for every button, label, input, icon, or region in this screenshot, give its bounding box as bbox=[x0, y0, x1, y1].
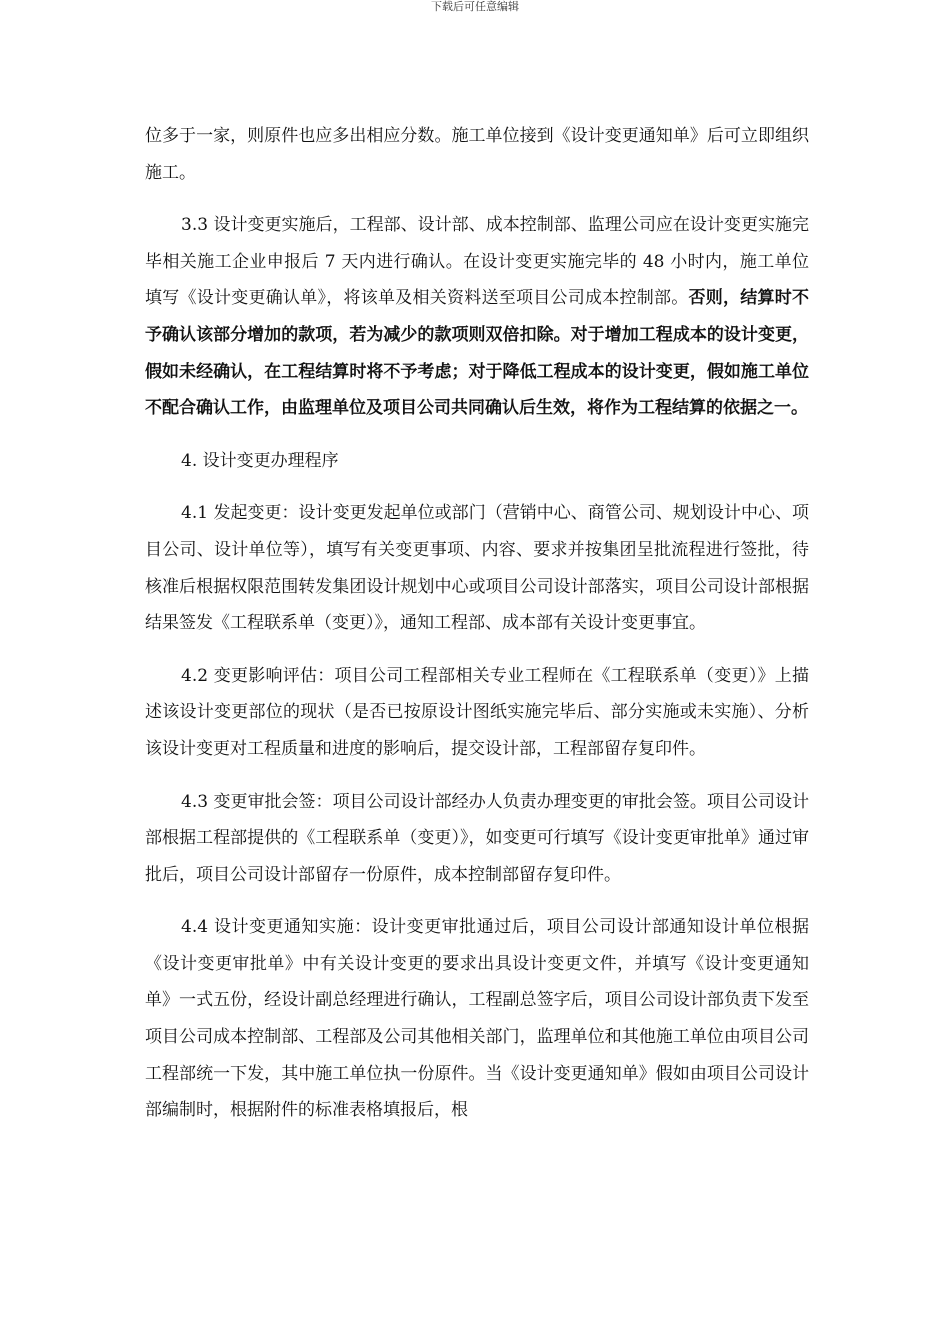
section-heading-4: 4. 设计变更办理程序 bbox=[181, 450, 339, 471]
paragraph-4-1: 4.1 发起变更：设计变更发起单位或部门（营销中心、商管公司、规划设计中心、项目公司、设计单位等），填写有关变更事项、内容、要求并按集团呈批流程进行签批，待核准后根据权限范围转发集团设计规划中心或项目公司设计部落实，项目公司设计部根据结果签发《工程联系单（变更）》，通知工程部、成本部有关设计变更事宜。 bbox=[145, 503, 809, 634]
document-body bbox=[145, 118, 809, 1145]
paragraph-3-3 bbox=[145, 207, 809, 427]
paragraph-3-3-text: 3.3 设计变更实施后，工程部、设计部、成本控制部、监理公司应在设计变更实施完毕相关施工企业申报后 7 天内进行确认。在设计变更实施完毕的 48 小时内，施工单位填写《设计变更确认单》，将该单及相关资料送至项目公司成本控制部。 bbox=[145, 215, 809, 309]
paragraph-4-4: 4.4 设计变更通知实施：设计变更审批通过后，项目公司设计部通知设计单位根据《设计变更审批单》中有关设计变更的要求出具设计变更文件，并填写《设计变更通知单》一式五份，经设计副总经理进行确认，工程副总签字后，项目公司设计部负责下发至项目公司成本控制部、工程部及公司其他相关部门，监理单位和其他施工单位由项目公司工程部统一下发，其中施工单位执一份原件。当《设计变更通知单》假如由项目公司设计部编制时，根据附件的标准表格填报后，根 bbox=[145, 917, 809, 1121]
paragraph-4-2: 4.2 变更影响评估：项目公司工程部相关专业工程师在《工程联系单（变更）》上描述该设计变更部位的现状（是否已按原设计图纸实施完毕后、部分实施或未实施）、分析该设计变更对工程质量和进度的影响后，提交设计部，工程部留存复印件。 bbox=[145, 665, 809, 759]
paragraph-4-3: 4.3 变更审批会签：项目公司设计部经办人负责办理变更的审批会签。项目公司设计部根据工程部提供的《工程联系单（变更）》，如变更可行填写《设计变更审批单》通过审批后，项目公司设计部留存一份原件，成本控制部留存复印件。 bbox=[145, 791, 809, 885]
page-header: 下载后可任意编辑 bbox=[431, 0, 519, 13]
paragraph-3-3-bold-text: 否则，结算时不予确认该部分增加的款项，若为减少的款项则双倍扣除。对于增加工程成本的设计变更，假如未经确认，在工程结算时将不予考虑；对于降低工程成本的设计变更，假如施工单位不配合确认工作，由监理单位及项目公司共同确认后生效，将作为工程结算的依据之一。 bbox=[145, 288, 809, 419]
paragraph-continued: 位多于一家，则原件也应多出相应分数。施工单位接到《设计变更通知单》后可立即组织施工。 bbox=[145, 126, 809, 183]
